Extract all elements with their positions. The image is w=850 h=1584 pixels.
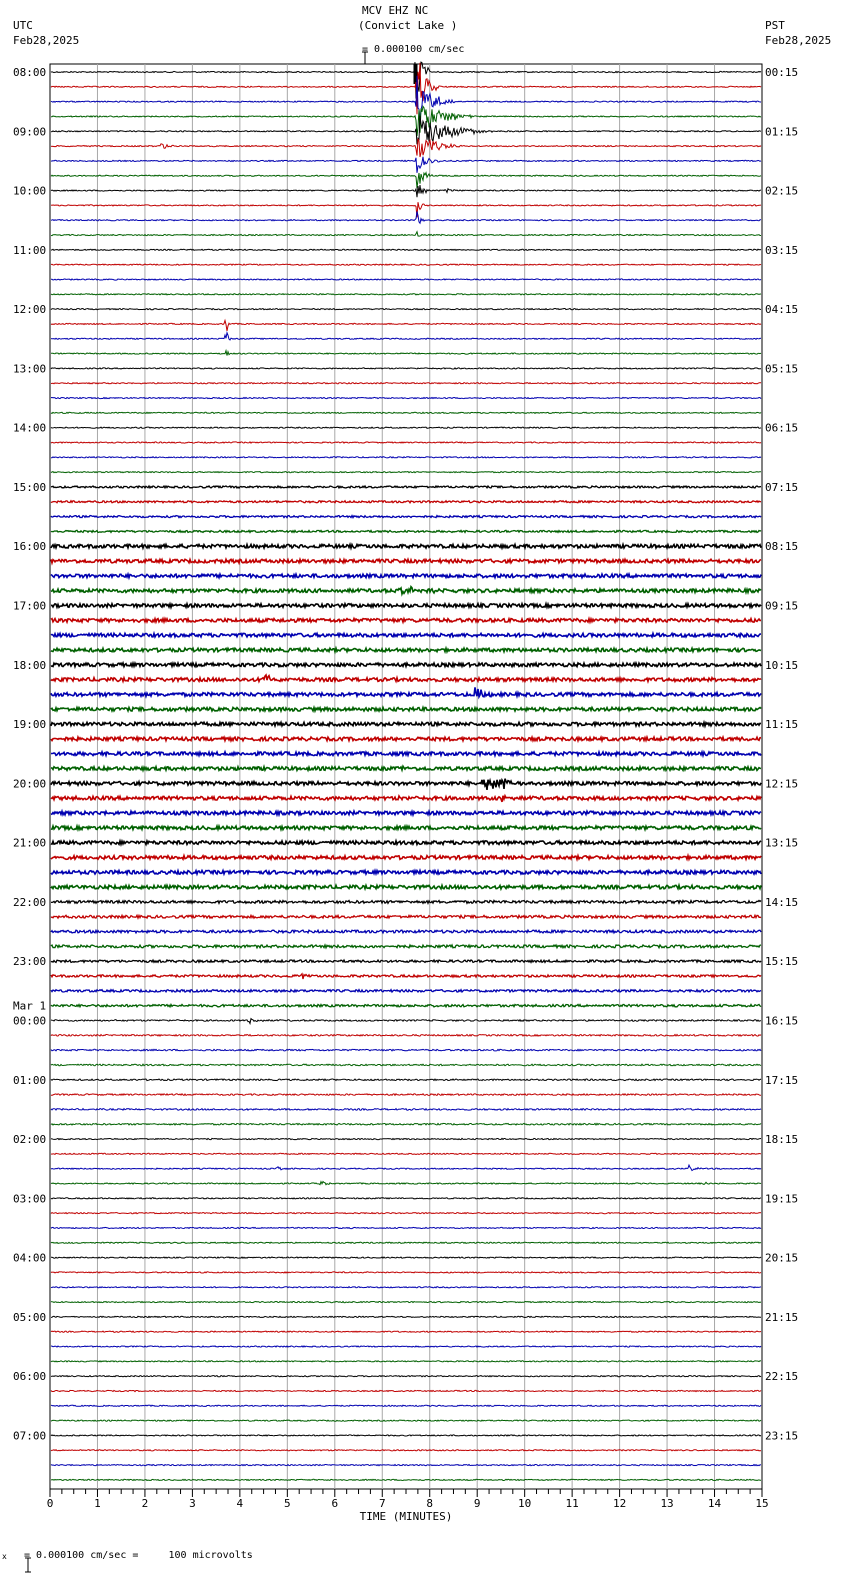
pst-hour-label: 09:15 (765, 599, 799, 613)
trace-76 (51, 1198, 761, 1199)
trace-45 (51, 737, 761, 741)
pst-hour-label: 15:15 (765, 955, 799, 969)
x-axis-label: TIME (MINUTES) (359, 1510, 453, 1523)
trace-52 (51, 841, 761, 845)
trace-12 (51, 249, 761, 250)
x-tick-label: 1 (94, 1497, 101, 1510)
x-tick-label: 8 (426, 1497, 434, 1510)
trace-47 (51, 766, 761, 770)
pst-hour-label: 20:15 (765, 1251, 799, 1265)
x-tick-label: 11 (565, 1497, 579, 1510)
trace-30 (51, 516, 761, 518)
trace-73 (51, 1153, 761, 1154)
utc-hour-label: 14:00 (13, 421, 47, 435)
pst-hour-label: 05:15 (765, 362, 799, 376)
pst-date: Feb28,2025 (765, 34, 832, 47)
scale-label: = 0.000100 cm/sec (362, 44, 465, 55)
x-tick-label: 9 (473, 1497, 481, 1510)
trace-86 (51, 1346, 761, 1347)
trace-28 (51, 486, 761, 488)
trace-88 (51, 1376, 761, 1377)
trace-15 (51, 294, 761, 295)
trace-23 (51, 412, 761, 413)
trace-82 (51, 1287, 761, 1288)
pst-hour-label: 08:15 (765, 540, 799, 554)
pst-hour-label: 10:15 (765, 658, 799, 672)
x-tick-label: 15 (755, 1497, 769, 1510)
trace-37 (51, 619, 761, 623)
trace-49 (51, 796, 761, 802)
trace-17 (51, 321, 761, 331)
trace-66 (51, 1049, 761, 1051)
x-tick-label: 14 (707, 1497, 722, 1510)
pst-hour-label: 12:15 (765, 777, 799, 791)
trace-57 (51, 915, 761, 918)
pst-hour-label: 16:15 (765, 1014, 799, 1028)
utc-hour-label: 06:00 (13, 1370, 47, 1384)
trace-38 (51, 633, 761, 637)
utc-hour-label: 22:00 (13, 895, 47, 909)
trace-6 (51, 157, 761, 173)
pst-hour-label: 13:15 (765, 836, 799, 850)
pst-hour-label: 14:15 (765, 895, 799, 909)
pst-hour-label: 11:15 (765, 718, 799, 732)
trace-42 (51, 687, 761, 697)
trace-89 (51, 1390, 761, 1391)
footer-scale-note: = 0.000100 cm/sec = 100 microvolts (24, 1550, 253, 1561)
trace-41 (51, 675, 761, 681)
utc-hour-label: 16:00 (13, 540, 47, 554)
trace-54 (51, 871, 761, 875)
trace-5 (51, 139, 761, 157)
trace-48 (51, 779, 761, 790)
utc-hour-label: 15:00 (13, 480, 47, 494)
trace-67 (51, 1064, 761, 1066)
trace-84 (51, 1316, 761, 1317)
trace-56 (51, 901, 761, 904)
trace-11 (51, 232, 761, 236)
x-tick-label: 6 (331, 1497, 339, 1510)
x-tick-label: 3 (189, 1497, 196, 1510)
utc-hour-label: 08:00 (13, 66, 47, 79)
utc-hour-label: 12:00 (13, 303, 47, 317)
utc-hour-label: 00:00 (13, 1014, 47, 1028)
trace-7 (51, 173, 761, 188)
trace-72 (51, 1138, 761, 1139)
pst-hour-label: 02:15 (765, 184, 799, 198)
utc-hour-label: 23:00 (13, 955, 47, 969)
trace-34 (51, 574, 761, 578)
footer-scale-icon (11, 1544, 19, 1560)
trace-93 (51, 1450, 761, 1451)
trace-83 (51, 1302, 761, 1303)
footer-marker: x (2, 1552, 7, 1561)
trace-70 (51, 1109, 761, 1111)
utc-hour-label: 03:00 (13, 1192, 47, 1206)
trace-69 (51, 1094, 761, 1096)
trace-40 (51, 663, 761, 667)
trace-85 (51, 1331, 761, 1332)
plot-frame (50, 64, 762, 1489)
trace-53 (51, 856, 761, 860)
utc-hour-label: 07:00 (13, 1429, 47, 1443)
trace-1 (51, 63, 761, 114)
utc-hour-label: 18:00 (13, 658, 47, 672)
trace-71 (51, 1123, 761, 1125)
utc-date: Feb28,2025 (13, 34, 80, 47)
pst-hour-label: 03:15 (765, 243, 799, 257)
x-tick-label: 7 (378, 1497, 386, 1510)
trace-36 (51, 604, 761, 608)
utc-label: UTC (13, 19, 33, 32)
trace-32 (51, 544, 761, 548)
trace-91 (51, 1420, 761, 1421)
trace-62 (51, 990, 761, 992)
trace-22 (51, 397, 761, 398)
utc-hour-label: 04:00 (13, 1251, 47, 1265)
trace-27 (51, 472, 761, 473)
trace-31 (51, 530, 761, 532)
utc-hour-label: 13:00 (13, 362, 47, 376)
utc-hour-label: 21:00 (13, 836, 47, 850)
pst-hour-label: 06:15 (765, 421, 799, 435)
utc-hour-label: 11:00 (13, 243, 47, 257)
pst-hour-label: 18:15 (765, 1133, 799, 1147)
trace-35 (51, 587, 761, 594)
pst-hour-label: 19:15 (765, 1192, 799, 1206)
utc-hour-label: 17:00 (13, 599, 47, 613)
trace-92 (51, 1435, 761, 1436)
trace-29 (51, 501, 761, 503)
trace-78 (51, 1227, 761, 1228)
trace-10 (51, 211, 761, 223)
utc-hour-label: 10:00 (13, 184, 47, 198)
trace-39 (51, 648, 761, 652)
utc-hour-label: 19:00 (13, 718, 47, 732)
trace-90 (51, 1405, 761, 1406)
trace-95 (51, 1479, 761, 1480)
date-change-label: Mar 1 (13, 999, 47, 1013)
utc-hour-label: 02:00 (13, 1133, 47, 1147)
trace-24 (51, 427, 761, 428)
utc-hour-label: 05:00 (13, 1310, 47, 1324)
trace-55 (51, 885, 761, 889)
trace-19 (51, 351, 761, 356)
pst-label: PST (765, 19, 785, 32)
utc-hour-label: 20:00 (13, 777, 47, 791)
pst-hour-label: 17:15 (765, 1073, 799, 1087)
pst-hour-label: 07:15 (765, 480, 799, 494)
trace-18 (51, 333, 761, 340)
trace-21 (51, 383, 761, 384)
trace-43 (51, 708, 761, 712)
trace-46 (51, 752, 761, 756)
trace-80 (51, 1257, 761, 1258)
x-tick-label: 0 (46, 1497, 54, 1510)
trace-94 (51, 1465, 761, 1466)
trace-61 (51, 974, 761, 979)
x-tick-label: 5 (284, 1497, 291, 1510)
trace-77 (51, 1213, 761, 1214)
trace-9 (51, 202, 761, 217)
trace-68 (51, 1079, 761, 1081)
trace-2 (51, 76, 761, 121)
x-tick-label: 10 (518, 1497, 532, 1510)
trace-79 (51, 1242, 761, 1243)
trace-63 (51, 1005, 761, 1007)
utc-hour-label: 01:00 (13, 1073, 47, 1087)
trace-75 (51, 1182, 761, 1185)
trace-59 (51, 945, 761, 948)
pst-hour-label: 00:15 (765, 66, 799, 79)
trace-4 (51, 116, 761, 145)
trace-16 (51, 309, 761, 310)
station-location: (Convict Lake ) (358, 19, 458, 32)
trace-0 (51, 62, 761, 99)
trace-14 (51, 279, 761, 280)
trace-25 (51, 442, 761, 443)
trace-58 (51, 930, 761, 933)
trace-64 (51, 1019, 761, 1024)
trace-60 (51, 960, 761, 962)
trace-51 (51, 826, 761, 830)
trace-81 (51, 1272, 761, 1273)
pst-hour-label: 23:15 (765, 1429, 799, 1443)
x-tick-label: 4 (236, 1497, 244, 1510)
pst-hour-label: 21:15 (765, 1310, 799, 1324)
x-tick-label: 2 (141, 1497, 149, 1510)
trace-33 (51, 559, 761, 563)
trace-26 (51, 457, 761, 458)
station-title: MCV EHZ NC (362, 4, 429, 17)
trace-74 (51, 1165, 761, 1170)
trace-8 (51, 185, 761, 197)
trace-65 (51, 1035, 761, 1037)
pst-hour-label: 22:15 (765, 1370, 799, 1384)
utc-hour-label: 09:00 (13, 125, 47, 139)
trace-87 (51, 1361, 761, 1362)
trace-50 (51, 811, 761, 815)
trace-20 (51, 368, 761, 369)
pst-hour-label: 01:15 (765, 125, 799, 139)
trace-3 (51, 106, 761, 136)
x-tick-label: 13 (660, 1497, 674, 1510)
trace-13 (51, 264, 761, 265)
trace-44 (51, 722, 761, 726)
x-tick-label: 12 (612, 1497, 627, 1510)
pst-hour-label: 04:15 (765, 303, 799, 317)
